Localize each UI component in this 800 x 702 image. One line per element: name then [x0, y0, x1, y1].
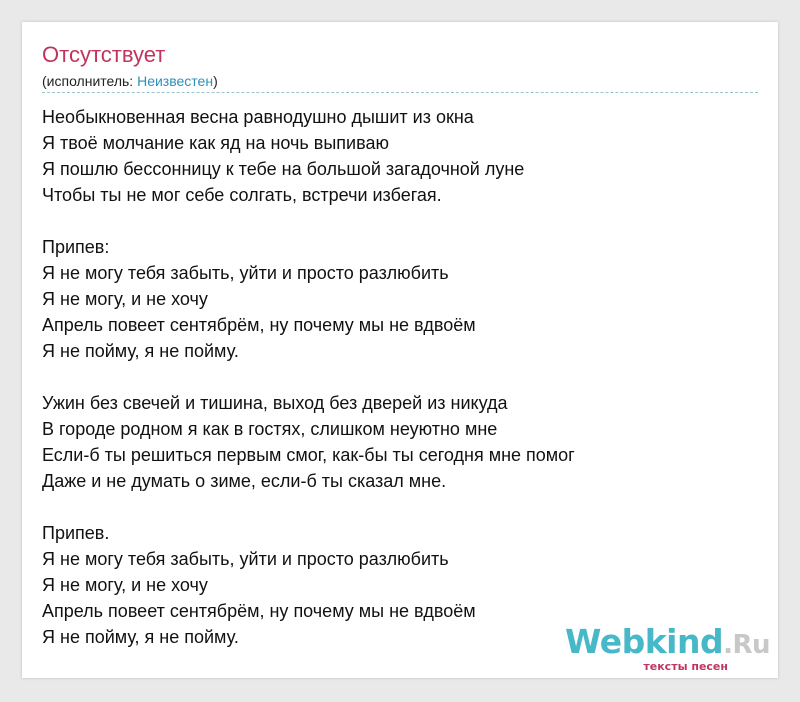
lyric-line: Я не могу, и не хочу: [42, 289, 208, 309]
lyrics-body: [42, 104, 758, 650]
logo-tagline: тексты песен: [643, 660, 728, 673]
lyric-line: Я твоё молчание как яд на ночь выпиваю: [42, 133, 389, 153]
lyrics-card: [22, 22, 778, 678]
lyric-line: Я не могу тебя забыть, уйти и просто разлюбить: [42, 549, 449, 569]
lyric-line: Припев:: [42, 237, 110, 257]
title-divider: [42, 92, 758, 93]
lyric-line: Если-б ты решиться первым смог, как-бы ты сегодня мне помог: [42, 445, 575, 465]
artist-link[interactable]: Неизвестен: [137, 73, 214, 89]
logo-wordmark: [565, 622, 770, 665]
song-title: Отсутствует: [42, 42, 166, 67]
artist-suffix: ): [213, 73, 218, 89]
lyric-line: [42, 494, 758, 520]
lyric-line: Чтобы ты не мог себе солгать, встречи избегая.: [42, 185, 442, 205]
webkind-logo[interactable]: [564, 622, 770, 676]
lyric-line: Я не пойму, я не пойму.: [42, 341, 239, 361]
lyric-line: Ужин без свечей и тишина, выход без дверей из никуда: [42, 393, 508, 413]
lyric-line: Я пошлю бессонницу к тебе на большой загадочной луне: [42, 159, 525, 179]
lyric-line: В городе родном я как в гостях, слишком неуютно мне: [42, 419, 498, 439]
logo-name: Webkind: [564, 622, 724, 661]
lyric-line: [42, 208, 758, 234]
lyric-line: Припев.: [42, 523, 110, 543]
lyric-line: Апрель повеет сентябрём, ну почему мы не вдвоём: [42, 601, 476, 621]
artist-prefix: (исполнитель:: [42, 73, 138, 89]
lyric-line: Я не пойму, я не пойму.: [42, 627, 239, 647]
lyric-line: Я не могу тебя забыть, уйти и просто разлюбить: [42, 263, 449, 283]
lyric-line: Даже и не думать о зиме, если-б ты сказал мне.: [42, 471, 447, 491]
lyric-line: [42, 364, 758, 390]
logo-tld: .Ru: [723, 630, 770, 660]
lyric-line: Я не могу, и не хочу: [42, 575, 208, 595]
artist-line: [42, 72, 218, 90]
lyric-line: Необыкновенная весна равнодушно дышит из окна: [42, 107, 474, 127]
lyric-line: Апрель повеет сентябрём, ну почему мы не вдвоём: [42, 315, 476, 335]
